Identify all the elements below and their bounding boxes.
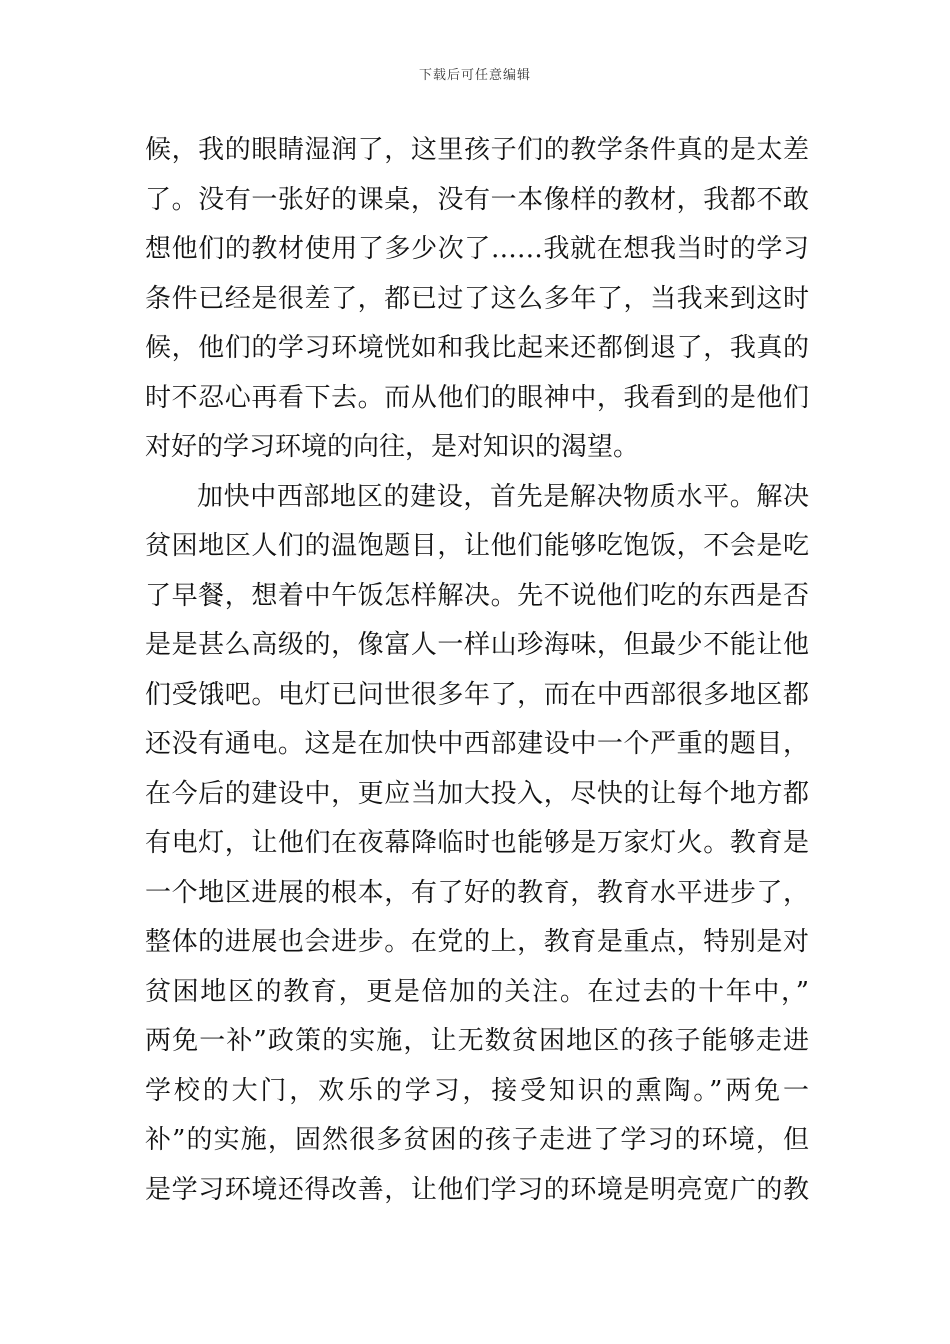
text-line: 学校的大门，欢乐的学习，接受知识的熏陶。”两免一: [145, 1075, 809, 1106]
text-line: 在今后的建设中，更应当加大投入，尽快的让每个地方都: [145, 778, 809, 809]
text-line: 贫困地区的教育，更是倍加的关注。在过去的十年中，”: [145, 976, 809, 1007]
text-line: 补”的实施，固然很多贫困的孩子走进了学习的环境，但: [145, 1125, 809, 1155]
text-line: 了。没有一张好的课桌，没有一本像样的教材，我都不敢: [145, 184, 809, 215]
text-line: 了早餐，想着中午饭怎样解决。先不说他们吃的东西是否: [145, 580, 809, 611]
text-line: 还没有通电。这是在加快中西部建设中一个严重的题目，: [145, 729, 809, 759]
document-body: [145, 126, 809, 1215]
text-line: 两免一补”政策的实施，让无数贫困地区的孩子能够走进: [145, 1026, 809, 1056]
text-line: 是学习环境还得改善，让他们学习的环境是明亮宽广的教: [145, 1174, 809, 1205]
text-line: 条件已经是很差了，都已过了这么多年了，当我来到这时: [145, 283, 809, 314]
text-line: 有电灯，让他们在夜幕降临时也能够是万家灯火。教育是: [145, 828, 809, 858]
page-header: 下载后可任意编辑: [418, 68, 531, 83]
text-line: 候，他们的学习环境恍如和我比起来还都倒退了，我真的: [145, 333, 809, 363]
text-line: 想他们的教材使用了多少次了……我就在想我当时的学习: [145, 234, 809, 264]
text-line: 时不忍心再看下去。而从他们的眼神中，我看到的是他们: [145, 382, 809, 413]
text-line: 贫困地区人们的温饱题目，让他们能够吃饱饭，不会是吃: [145, 531, 809, 561]
text-line: 一个地区进展的根本，有了好的教育，教育水平进步了，: [145, 877, 809, 908]
text-line: 们受饿吧。电灯已问世很多年了，而在中西部很多地区都: [145, 679, 809, 710]
text-line: 候，我的眼睛湿润了，这里孩子们的教学条件真的是太差: [145, 135, 809, 165]
text-line: 整体的进展也会进步。在党的上，教育是重点，特别是对: [145, 927, 809, 957]
text-line: 对好的学习环境的向往，是对知识的渴望。: [145, 432, 640, 462]
text-line: 加快中西部地区的建设，首先是解决物质水平。解决: [197, 481, 809, 512]
text-line: 是是甚么高级的，像富人一样山珍海味，但最少不能让他: [145, 630, 809, 660]
